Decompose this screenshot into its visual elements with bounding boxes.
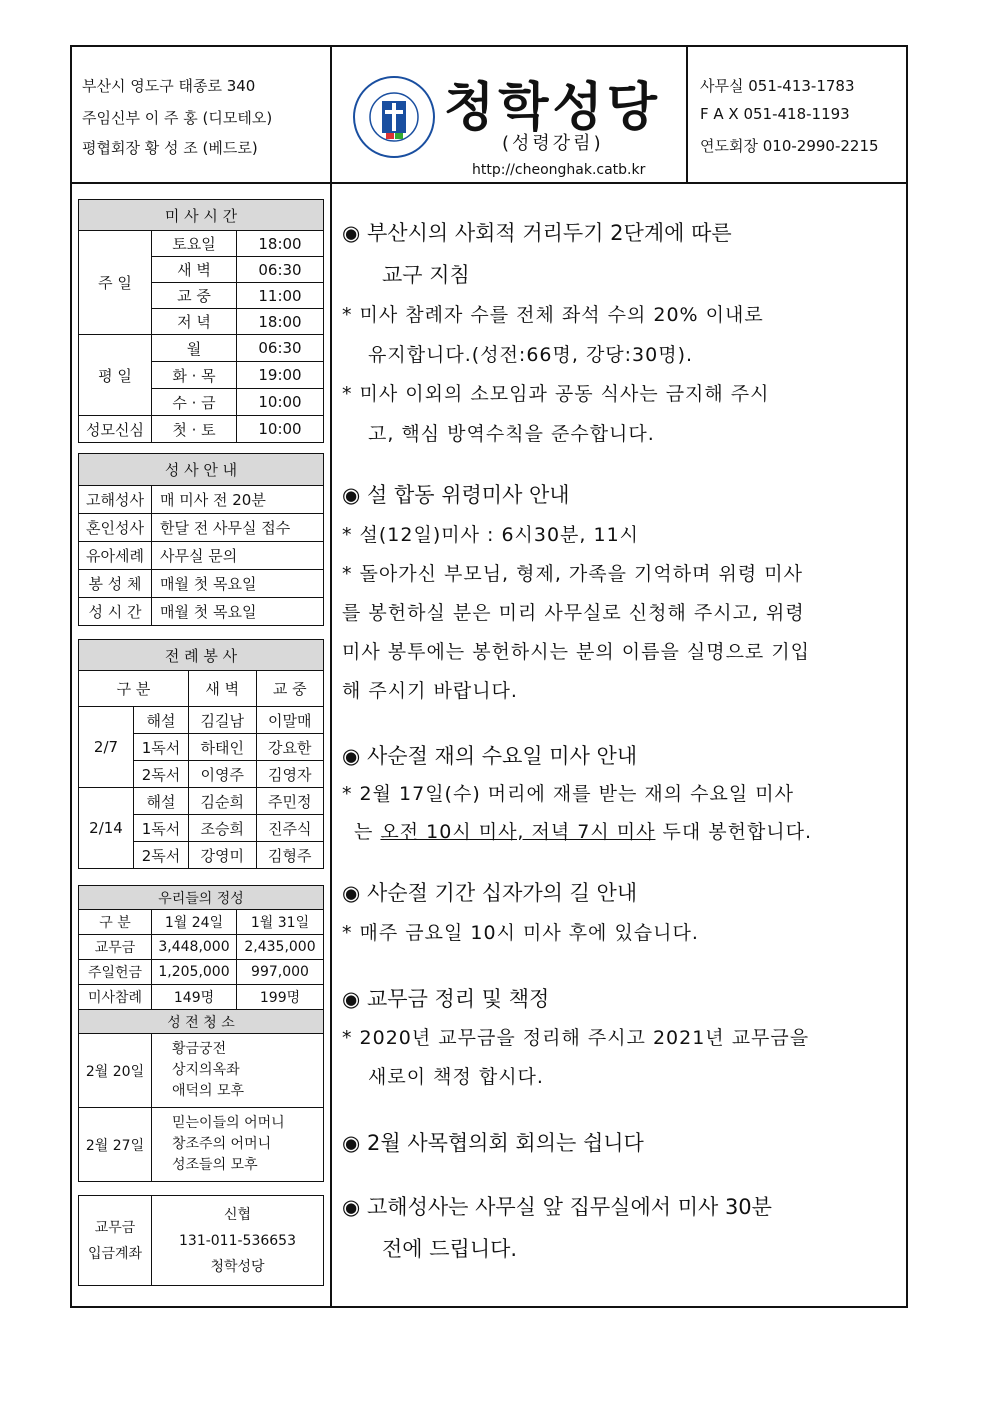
- cleaning-group: 성조들의 모후: [172, 1157, 258, 1173]
- liturgy-role: 1독서: [134, 815, 189, 842]
- liturgy-role: 해설: [134, 788, 189, 815]
- liturgy-header: 구 분: [79, 671, 189, 707]
- sacrament-info: 매월 첫 목요일: [152, 570, 324, 598]
- header-right: [688, 47, 906, 182]
- liturgy-person: 하태인: [189, 734, 257, 761]
- notice-text: * 2월 17일(수) 머리에 재를 받는 재의 수요일 미사: [342, 783, 794, 805]
- notice-text: 두대 봉헌합니다.: [655, 821, 813, 843]
- sunday-label: 주 일: [79, 231, 152, 335]
- mass-time: 10:00: [237, 389, 324, 416]
- notice-title: ◉ 고해성사는 사무실 앞 집무실에서 미사 30분: [342, 1195, 772, 1219]
- priest: 주임신부 이 주 홍 (디모테오): [82, 109, 273, 127]
- sacrament-info: 사무실 문의: [152, 542, 324, 570]
- liturgy-person: 강영미: [189, 842, 257, 869]
- offering-value: 997,000: [237, 960, 324, 985]
- liturgy-person: 이영주: [189, 761, 257, 788]
- mass-day: 교 중: [152, 283, 237, 309]
- offering-type: 교무금: [79, 935, 152, 960]
- notice-text: 는: [354, 821, 381, 843]
- offerings-header: 구 분: [79, 910, 152, 935]
- offering-type: 주일헌금: [79, 960, 152, 985]
- notice-text: 유지합니다.(성전:66명, 강당:30명).: [368, 344, 694, 366]
- liturgy-person: 김길남: [189, 707, 257, 734]
- notice-title: ◉ 부산시의 사회적 거리두기 2단계에 따른: [342, 221, 732, 245]
- sacrament-info: 매월 첫 목요일: [152, 598, 324, 626]
- mass-day: 수 · 금: [152, 389, 237, 416]
- notice-text: 를 봉헌하실 분은 미리 사무실로 신청해 주시고, 위령: [342, 602, 805, 624]
- mass-day: 토요일: [152, 231, 237, 257]
- holy-mother-label: 성모신심: [79, 416, 152, 443]
- liturgy-person: 강요한: [256, 734, 324, 761]
- notice-text: 새로이 책정 합시다.: [368, 1066, 544, 1088]
- notice-text: * 매주 금요일 10시 미사 후에 있습니다.: [342, 922, 699, 944]
- cleaning-group: 애덕의 모후: [172, 1083, 245, 1099]
- cleaning-date: 2월 27일: [79, 1108, 152, 1182]
- liturgy-role: 2독서: [134, 842, 189, 869]
- weekday-label: 평 일: [79, 335, 152, 416]
- liturgy-header: 새 벽: [189, 671, 257, 707]
- account-holder: 청학성당: [210, 1258, 265, 1275]
- liturgy-person: 진주식: [256, 815, 324, 842]
- church-subtitle: (성령강림): [502, 133, 604, 154]
- notice-text: * 설(12일)미사 : 6시30분, 11시: [342, 524, 640, 546]
- sacrament-name: 유아세례: [79, 542, 152, 570]
- notice-text: 미사 봉투에는 봉헌하시는 분의 이름을 실명으로 기입: [342, 641, 811, 663]
- sacrament-name: 고해성사: [79, 486, 152, 514]
- notice-text: * 미사 이외의 소모임과 공동 식사는 금지해 주시: [342, 383, 770, 405]
- account-label: 교무금: [94, 1219, 136, 1236]
- mass-time: 11:00: [237, 283, 324, 309]
- council-president: 평협회장 황 성 조 (베드로): [82, 139, 258, 157]
- cleaning-group: 황금궁전: [172, 1041, 227, 1057]
- liturgy-role: 2독서: [134, 761, 189, 788]
- cleaning-group: 창조주의 어머니: [172, 1136, 272, 1152]
- liturgy-role: 1독서: [134, 734, 189, 761]
- mass-time: 18:00: [237, 231, 324, 257]
- cleaning-group: 믿는이들의 어머니: [172, 1115, 285, 1131]
- mass-time: 19:00: [237, 362, 324, 389]
- mass-day: 첫 · 토: [152, 416, 237, 443]
- address: 부산시 영도구 태종로 340: [82, 77, 256, 95]
- liturgy-person: 조승희: [189, 815, 257, 842]
- sacrament-name: 성 시 간: [79, 598, 152, 626]
- offering-value: 199명: [237, 985, 324, 1010]
- liturgy-person: 김영자: [256, 761, 324, 788]
- notice-title: ◉ 사순절 기간 십자가의 길 안내: [342, 881, 638, 905]
- mass-time: 18:00: [237, 309, 324, 335]
- notice-title: 전에 드립니다.: [382, 1237, 518, 1261]
- sacrament-name: 혼인성사: [79, 514, 152, 542]
- liturgy-date: 2/7: [79, 707, 134, 788]
- offerings-table: [78, 885, 324, 1182]
- notice-title: ◉ 설 합동 위령미사 안내: [342, 483, 570, 507]
- offerings-header: 1월 31일: [237, 910, 324, 935]
- liturgy-role: 해설: [134, 707, 189, 734]
- liturgy-title: 전 례 봉 사: [79, 640, 324, 671]
- sacraments-table: [78, 453, 324, 626]
- mass-time: 06:30: [237, 257, 324, 283]
- offering-type: 미사참례: [79, 985, 152, 1010]
- cleaning-group: 상지의옥좌: [172, 1062, 240, 1078]
- notice-title: ◉ 2월 사목협의회 회의는 쉽니다: [342, 1131, 644, 1155]
- offering-value: 1,205,000: [152, 960, 237, 985]
- mass-times-table: [78, 199, 324, 443]
- liturgy-table: [78, 639, 324, 869]
- mass-time: 10:00: [237, 416, 324, 443]
- offerings-header: 1월 24일: [152, 910, 237, 935]
- bulletin-frame: [70, 45, 908, 1308]
- office-phone: 사무실 051-413-1783: [700, 77, 855, 95]
- cleaning-date: 2월 20일: [79, 1034, 152, 1108]
- fax-number: F A X 051-418-1193: [700, 105, 850, 123]
- notice-text-line: [354, 817, 812, 844]
- notice-text: * 2020년 교무금을 정리해 주시고 2021년 교무금을: [342, 1027, 810, 1049]
- mass-day: 월: [152, 335, 237, 362]
- liturgy-header: 교 중: [256, 671, 324, 707]
- sacrament-info: 매 미사 전 20분: [152, 486, 324, 514]
- church-url[interactable]: http://cheonghak.catb.kr: [472, 162, 646, 178]
- mass-time: 06:30: [237, 335, 324, 362]
- column-divider: [330, 182, 332, 1306]
- sacrament-name: 봉 성 체: [79, 570, 152, 598]
- mass-times-title: 미 사 시 간: [79, 200, 324, 231]
- notice-text: 해 주시기 바랍니다.: [342, 680, 518, 702]
- mass-day: 화 · 목: [152, 362, 237, 389]
- notice-emphasis: 오전 10시 미사, 저녁 7시 미사: [380, 821, 656, 843]
- notice-text: * 미사 참례자 수를 전체 좌석 수의 20% 이내로: [342, 304, 764, 326]
- church-title: 청학성당: [444, 78, 661, 138]
- notice-title: 교구 지침: [382, 263, 470, 287]
- offerings-title: 우리들의 정성: [79, 886, 324, 910]
- mass-day: 새 벽: [152, 257, 237, 283]
- liturgy-person: 김순희: [189, 788, 257, 815]
- liturgy-person: 김형주: [256, 842, 324, 869]
- notice-text: * 돌아가신 부모님, 형제, 가족을 기억하며 위령 미사: [342, 563, 803, 585]
- liturgy-person: 이말매: [256, 707, 324, 734]
- account-table: [78, 1195, 324, 1286]
- header-left: [72, 47, 332, 182]
- header-center: [332, 47, 688, 182]
- offering-value: 149명: [152, 985, 237, 1010]
- offering-value: 2,435,000: [237, 935, 324, 960]
- header: [72, 47, 906, 184]
- mass-day: 저 녁: [152, 309, 237, 335]
- offering-value: 3,448,000: [152, 935, 237, 960]
- notice-text: 고, 핵심 방역수칙을 준수합니다.: [368, 423, 655, 445]
- liturgy-date: 2/14: [79, 788, 134, 869]
- liturgy-person: 주민정: [256, 788, 324, 815]
- account-number: 131-011-536653: [179, 1232, 296, 1249]
- yeondo-phone: 연도회장 010-2990-2215: [700, 137, 879, 155]
- account-bank: 신협: [223, 1206, 252, 1223]
- church-logo-icon: [352, 75, 436, 159]
- cleaning-title: 성 전 청 소: [79, 1010, 324, 1034]
- notice-title: ◉ 교무금 정리 및 책정: [342, 987, 550, 1011]
- account-label: 입금계좌: [87, 1245, 143, 1262]
- notice-title: ◉ 사순절 재의 수요일 미사 안내: [342, 744, 638, 768]
- sacrament-info: 한달 전 사무실 접수: [152, 514, 324, 542]
- sacraments-title: 성 사 안 내: [79, 454, 324, 486]
